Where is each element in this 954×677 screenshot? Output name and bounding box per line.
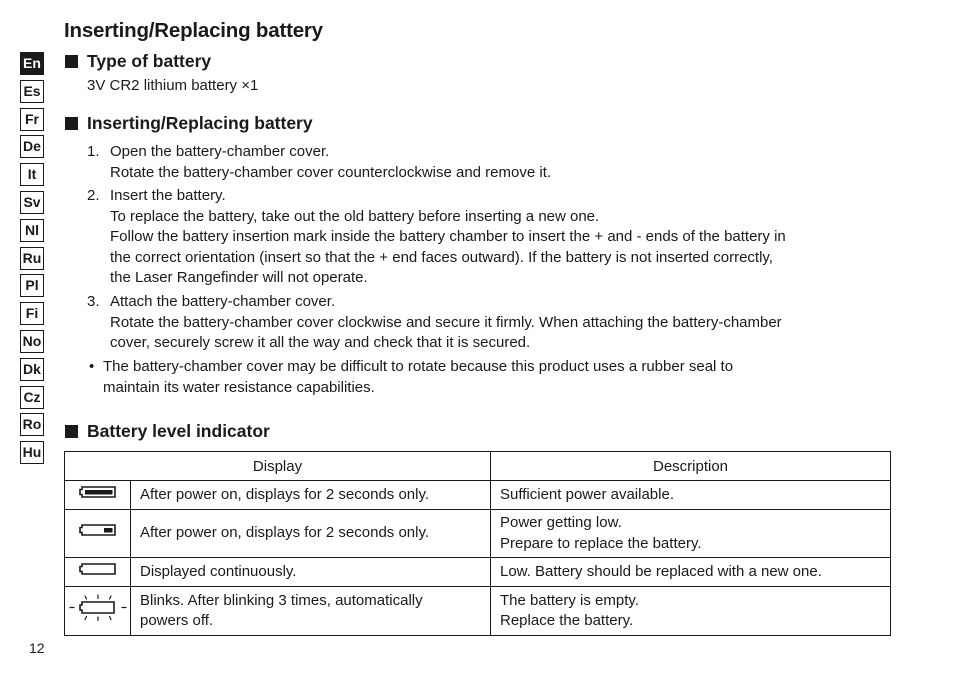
heading-square-icon xyxy=(65,55,78,68)
description-cell: The battery is empty. Replace the battery. xyxy=(491,587,891,636)
step-2-title: Insert the battery. xyxy=(110,187,226,204)
page-number: 12 xyxy=(29,640,45,656)
step-2-line: Follow the battery insertion mark inside the battery chamber to insert the + and - ends of the battery in xyxy=(110,228,786,245)
table-row xyxy=(65,481,891,510)
step-2-line: the correct orientation (insert so that the + end faces outward). If the battery is not inserted correctly, xyxy=(110,248,773,266)
battery-level-table xyxy=(64,451,891,636)
battery-blinking-icon xyxy=(65,587,131,636)
lang-tab-sv[interactable]: Sv xyxy=(20,191,44,214)
display-cell: After power on, displays for 2 seconds only. xyxy=(131,481,491,510)
type-of-battery-heading-text: Type of battery xyxy=(87,51,212,71)
note-line: maintain its water resistance capabilities. xyxy=(103,378,375,396)
step-3-number: 3. xyxy=(87,293,100,310)
table-row xyxy=(65,587,891,636)
battery-empty-icon xyxy=(65,558,131,587)
lang-tab-ru[interactable]: Ru xyxy=(20,247,44,270)
lang-tab-fr[interactable]: Fr xyxy=(20,108,44,131)
step-3-line: cover, securely screw it all the way and check that it is secured. xyxy=(110,334,531,351)
display-cell: Blinks. After blinking 3 times, automatically powers off. xyxy=(131,587,491,636)
description-cell: Sufficient power available. xyxy=(491,481,891,510)
display-column-header: Display xyxy=(65,452,491,481)
battery-low-icon xyxy=(65,510,131,558)
lang-tab-fi[interactable]: Fi xyxy=(20,302,44,325)
lang-tab-cz[interactable]: Cz xyxy=(20,386,44,409)
description-cell: Low. Battery should be replaced with a new one. xyxy=(491,558,891,587)
lang-tab-nl[interactable]: Nl xyxy=(20,219,44,242)
lang-tab-dk[interactable]: Dk xyxy=(20,358,44,381)
heading-square-icon xyxy=(65,425,78,438)
page-title: Inserting/Replacing battery xyxy=(64,19,323,42)
table-header-row xyxy=(65,452,891,481)
inserting-heading xyxy=(65,113,313,134)
table-row xyxy=(65,510,891,558)
step-1-line: Rotate the battery-chamber cover counterclockwise and remove it. xyxy=(110,163,552,181)
description-column-header: Description xyxy=(491,452,891,481)
heading-square-icon xyxy=(65,117,78,130)
lang-tab-hu[interactable]: Hu xyxy=(20,441,44,464)
battery-level-heading-text: Battery level indicator xyxy=(87,421,270,441)
language-tabs xyxy=(20,52,44,469)
lang-tab-de[interactable]: De xyxy=(20,135,44,158)
table-row xyxy=(65,558,891,587)
step-2-line: To replace the battery, take out the old battery before inserting a new one. xyxy=(110,207,600,225)
step-3-line: Rotate the battery-chamber cover clockwise and secure it firmly. When attaching the battery-chamber xyxy=(110,313,782,331)
step-2-line: the Laser Rangefinder will not operate. xyxy=(110,269,368,286)
step-1-title: Open the battery-chamber cover. xyxy=(110,143,330,160)
step-1-number: 1. xyxy=(87,143,100,160)
lang-tab-pl[interactable]: Pl xyxy=(20,274,44,297)
description-cell: Power getting low. Prepare to replace the battery. xyxy=(491,510,891,558)
step-2-number: 2. xyxy=(87,187,100,204)
display-cell: After power on, displays for 2 seconds only. xyxy=(131,510,491,558)
display-cell: Displayed continuously. xyxy=(131,558,491,587)
note-line: The battery-chamber cover may be difficult to rotate because this product uses a rubber seal to xyxy=(103,358,734,375)
battery-level-heading xyxy=(65,421,270,442)
lang-tab-en[interactable]: En xyxy=(20,52,44,75)
battery-full-icon xyxy=(65,481,131,510)
battery-type-text: 3V CR2 lithium battery ×1 xyxy=(87,77,259,94)
lang-tab-it[interactable]: It xyxy=(20,163,44,186)
lang-tab-ro[interactable]: Ro xyxy=(20,413,44,436)
step-3-title: Attach the battery-chamber cover. xyxy=(110,293,336,310)
note-bullet: • xyxy=(89,358,95,375)
lang-tab-es[interactable]: Es xyxy=(20,80,44,103)
inserting-heading-text: Inserting/Replacing battery xyxy=(87,113,313,133)
lang-tab-no[interactable]: No xyxy=(20,330,44,353)
type-of-battery-heading xyxy=(65,51,211,72)
